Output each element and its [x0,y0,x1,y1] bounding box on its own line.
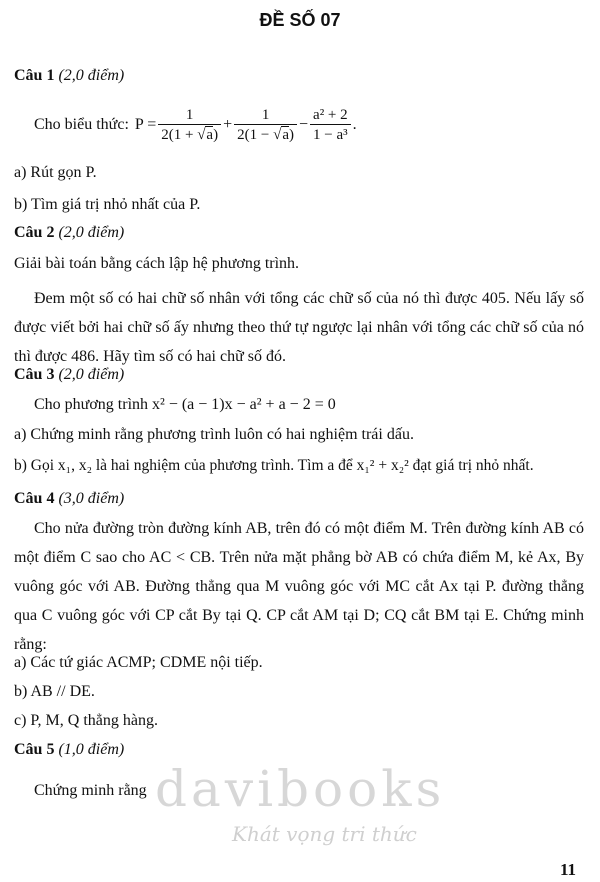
question-3-heading [14,366,124,384]
question-1-part-a: a) Rút gọn P. [14,164,97,181]
question-4-part-b: b) AB // DE. [14,683,95,700]
question-5-heading [14,741,124,759]
question-2-problem: Đem một số có hai chữ số nhân với tổng các chữ số của nó thì được 405. Nếu lấy số được viết bởi hai chữ số ấy nhưng theo thứ tự ngược lại nhân với tổng các chữ số của nó thì được 486. Hãy tìm số có hai chữ số đó. [14,290,584,365]
question-2-label: Câu 2 [14,224,55,241]
fraction-2 [234,106,297,145]
fraction-1-numerator: 1 [158,106,221,125]
fraction-3 [310,106,351,145]
question-2-instruction: Giải bài toán bằng cách lập hệ phương trình. [14,255,300,272]
question-2-heading [14,224,124,242]
question-1-heading [14,67,124,85]
fraction-1 [158,106,221,145]
question-1-part-b: b) Tìm giá trị nhỏ nhất của P. [14,196,201,213]
question-4-heading [14,490,124,508]
plus-operator: + [223,116,233,133]
minus-operator: − [299,116,309,133]
expression-end: . [352,116,357,133]
fraction-2-numerator: 1 [234,106,297,125]
question-4-label: Câu 4 [14,490,55,507]
question-1-expression [34,100,357,150]
page-number: 11 [560,860,577,879]
question-1-label: Câu 1 [14,67,55,84]
question-4-problem: Cho nửa đường tròn đường kính AB, trên đó có một điểm M. Trên đường kính AB có một điểm C sao cho AC < CB. Trên nửa mặt phẳng bờ AB có chứa điểm M, kẻ Ax, By vuông góc với AB. Đường thẳng qua M vuông góc với MC cắt Ax tại P. đường thẳng qua C vuông góc với CP cắt By tại Q. CP cắt AM tại D; CQ cắt BM tại E. Chứng minh rằng: [14,520,584,653]
part-b-expression: x₁² + x₂² [356,457,409,474]
question-2-points: (2,0 điểm) [58,224,125,241]
expression-intro: Cho biểu thức: [34,116,129,133]
question-4-part-c: c) P, M, Q thẳng hàng. [14,712,158,729]
fraction-3-numerator: a² + 2 [310,106,351,125]
question-4-points: (3,0 điểm) [58,490,125,507]
question-3-part-a: a) Chứng minh rằng phương trình luôn có hai nghiệm trái dấu. [14,426,414,443]
fraction-2-denominator: 2(1 − √a) [237,126,294,143]
watermark-logo: davibooks [155,760,446,818]
question-5-points: (1,0 điểm) [58,741,125,758]
part-b-prefix: b) Gọi x₁, x₂ là hai nghiệm của phương trình. Tìm a để [14,457,353,474]
question-3-part-b [14,457,534,475]
fraction-3-denominator: 1 − a³ [313,126,348,143]
p-equals: P = [134,116,157,133]
question-3-equation: Cho phương trình x² − (a − 1)x − a² + a − 2 = 0 [34,396,336,413]
question-3-label: Câu 3 [14,366,55,383]
question-1-points: (2,0 điểm) [58,67,125,84]
watermark-tagline: Khát vọng tri thức [232,822,417,846]
part-b-suffix: đạt giá trị nhỏ nhất. [412,457,534,474]
fraction-1-denominator: 2(1 + √a) [161,126,219,143]
question-5-statement: Chứng minh rằng [34,782,147,799]
question-5-label: Câu 5 [14,741,55,758]
question-4-part-a: a) Các tứ giác ACMP; CDME nội tiếp. [14,654,263,671]
exam-title: ĐỀ SỐ 07 [259,10,341,30]
question-3-points: (2,0 điểm) [58,366,125,383]
